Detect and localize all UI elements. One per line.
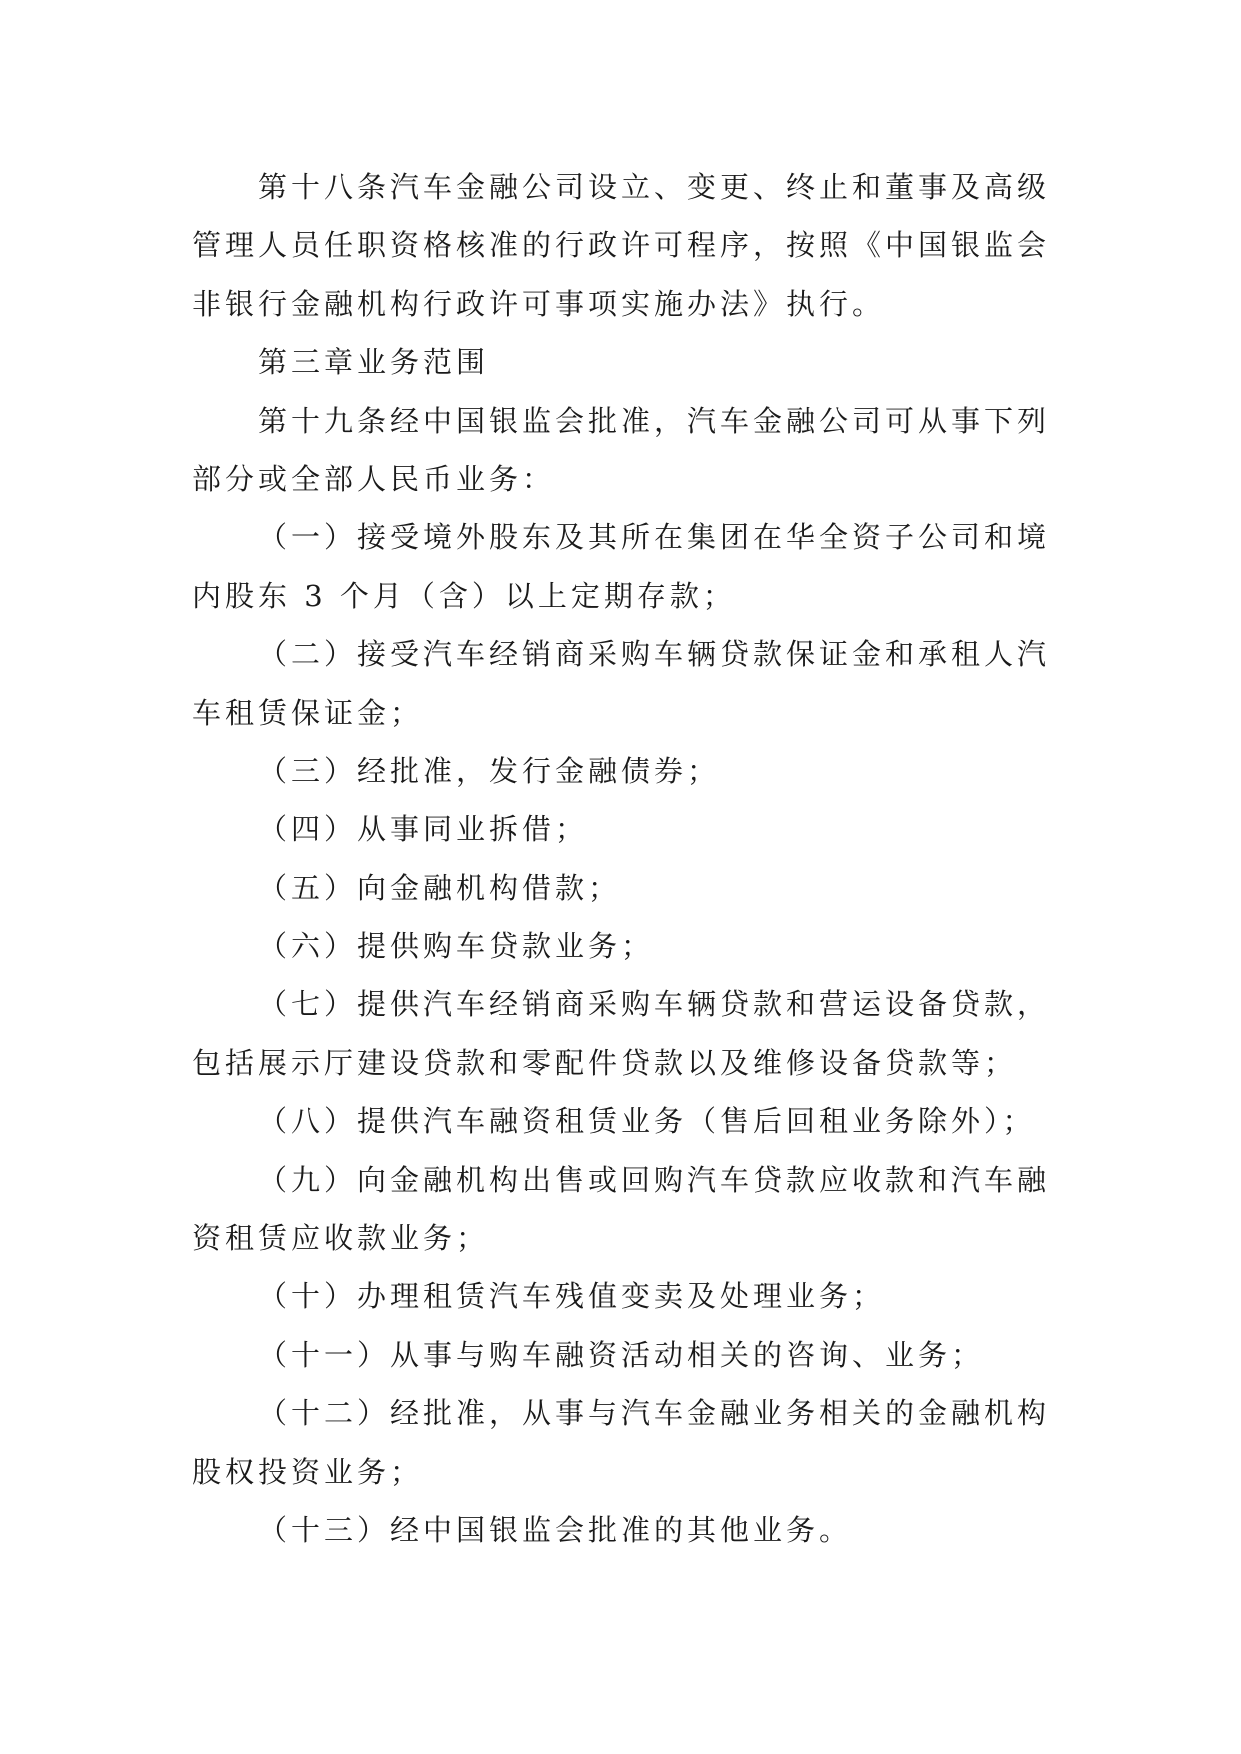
list-item xyxy=(192,1267,1072,1325)
list-item xyxy=(192,1326,1072,1384)
paragraph-line: 非银行金融机构行政许可事项实施办法》执行。 xyxy=(192,286,886,321)
list-item-line: （十二）经批准，从事与汽车金融业务相关的金融机构 xyxy=(258,1396,1051,1431)
list-item xyxy=(192,508,1072,625)
list-item-line: （十三）经中国银监会批准的其他业务。 xyxy=(258,1512,853,1547)
paragraph-line: 部分或全部人民币业务： xyxy=(192,461,556,496)
list-item xyxy=(192,917,1072,975)
list-item-line: （六）提供购车贷款业务； xyxy=(258,929,655,964)
list-item xyxy=(192,975,1072,1092)
list-item xyxy=(192,742,1072,800)
article-19-intro xyxy=(192,392,1072,509)
list-item-line: （八）提供汽车融资租赁业务（售后回租业务除外）； xyxy=(258,1104,1036,1139)
paragraph-line: 管理人员任职资格核准的行政许可程序，按照《中国银监会 xyxy=(192,228,1051,263)
list-item xyxy=(192,1501,1072,1559)
list-item-line: （九）向金融机构出售或回购汽车贷款应收款和汽车融 xyxy=(258,1162,1051,1197)
list-item-line: 资租赁应收款业务； xyxy=(192,1221,490,1256)
list-item xyxy=(192,625,1072,742)
document-body xyxy=(192,158,1072,1559)
list-item-line: （十）办理租赁汽车残值变卖及处理业务； xyxy=(258,1279,886,1314)
list-item-line: （五）向金融机构借款； xyxy=(258,870,622,905)
list-item-line: （一）接受境外股东及其所在集团在华全资子公司和境 xyxy=(258,520,1051,555)
list-item xyxy=(192,1151,1072,1268)
list-item xyxy=(192,1384,1072,1501)
list-item-line: （二）接受汽车经销商采购车辆贷款保证金和承租人汽 xyxy=(258,637,1051,672)
list-item-line: （七）提供汽车经销商采购车辆贷款和营运设备贷款， xyxy=(258,987,1051,1022)
list-item-line: 股权投资业务； xyxy=(192,1454,424,1489)
list-item-line: （四）从事同业拆借； xyxy=(258,812,589,847)
list-item-line: 内股东 3 个月（含）以上定期存款； xyxy=(192,578,736,613)
list-item-line: 车租赁保证金； xyxy=(192,695,424,730)
article-18-paragraph xyxy=(192,158,1072,333)
list-item-line: （十一）从事与购车融资活动相关的咨询、业务； xyxy=(258,1337,985,1372)
chapter-heading xyxy=(192,333,1072,391)
paragraph-line: 第十九条经中国银监会批准，汽车金融公司可从事下列 xyxy=(258,403,1051,438)
paragraph-line: 第十八条汽车金融公司设立、变更、终止和董事及高级 xyxy=(258,170,1051,204)
list-item xyxy=(192,859,1072,917)
list-item-line: （三）经批准，发行金融债券； xyxy=(258,753,721,788)
chapter-heading-text: 第三章业务范围 xyxy=(258,345,490,380)
list-item-line: 包括展示厅建设贷款和零配件贷款以及维修设备贷款等； xyxy=(192,1045,1018,1080)
list-item xyxy=(192,800,1072,858)
list-item xyxy=(192,1092,1072,1150)
